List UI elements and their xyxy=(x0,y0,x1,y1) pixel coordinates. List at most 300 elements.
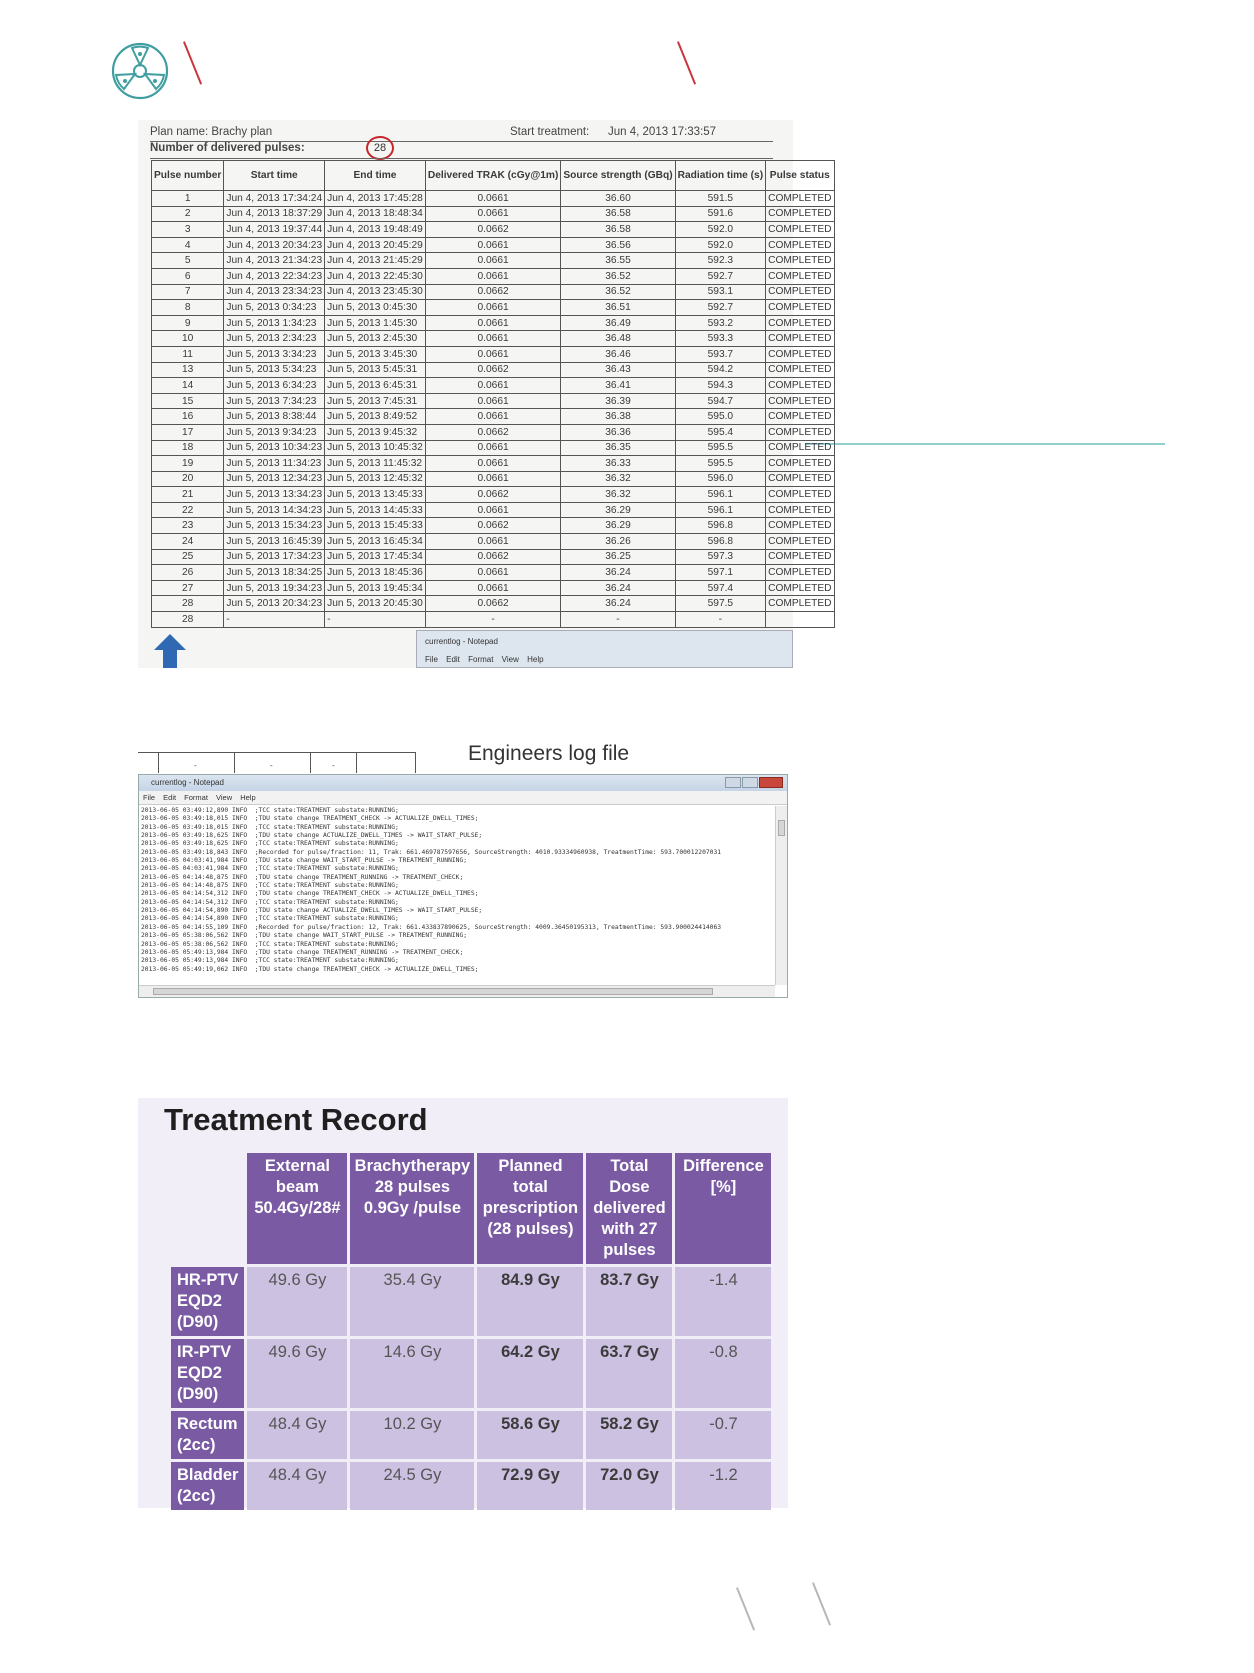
table-cell: Jun 5, 2013 14:45:33 xyxy=(325,502,426,518)
notepad-strip-title: currentlog - Notepad xyxy=(425,637,498,646)
table-cell: 15 xyxy=(152,393,224,409)
table-cell: Jun 5, 2013 13:34:23 xyxy=(224,487,325,503)
table-cell: 0.0661 xyxy=(425,580,561,596)
table-row xyxy=(152,331,835,347)
table-cell: COMPLETED xyxy=(766,300,834,316)
table-cell: 592.3 xyxy=(675,253,765,269)
log-line: 2013-06-05 04:14:54,312 INFO ;TCC state:TREATMENT substate:RUNNING; xyxy=(141,898,399,906)
table-cell: 0.0662 xyxy=(425,487,561,503)
table-cell: Jun 4, 2013 18:37:29 xyxy=(224,206,325,222)
table-cell: Jun 5, 2013 7:34:23 xyxy=(224,393,325,409)
table-cell: 594.3 xyxy=(675,378,765,394)
table-cell: 14 xyxy=(152,378,224,394)
table-cell: 596.8 xyxy=(675,518,765,534)
table-cell: 0.0661 xyxy=(425,346,561,362)
table-cell: 21 xyxy=(152,487,224,503)
table-cell: 36.33 xyxy=(561,456,675,472)
record-cell: 72.9 Gy xyxy=(477,1462,583,1510)
table-cell: Jun 5, 2013 10:45:32 xyxy=(325,440,426,456)
notepad-window xyxy=(138,774,788,998)
table-cell: COMPLETED xyxy=(766,565,834,581)
table-cell: 36.38 xyxy=(561,409,675,425)
notepad-strip-menu: File Edit Format View Help xyxy=(425,655,544,664)
table-cell: 36.58 xyxy=(561,206,675,222)
table-cell: Jun 5, 2013 15:34:23 xyxy=(224,518,325,534)
table-cell: 596.0 xyxy=(675,471,765,487)
table-cell: COMPLETED xyxy=(766,487,834,503)
table-row xyxy=(152,612,835,628)
table-row xyxy=(152,534,835,550)
column-header: Source strength (GBq) xyxy=(561,161,675,191)
log-line: 2013-06-05 03:49:18,015 INFO ;TCC state:TREATMENT substate:RUNNING; xyxy=(141,823,399,831)
footer-slash-decoration xyxy=(812,1582,831,1625)
record-cell: -1.4 xyxy=(675,1267,771,1336)
table-cell: 36.58 xyxy=(561,222,675,238)
table-cell: 0.0661 xyxy=(425,456,561,472)
log-line: 2013-06-05 04:03:41,984 INFO ;TDU state change WAIT_START_PULSE -> TREATMENT_RUNNING; xyxy=(141,857,468,865)
table-cell: Jun 5, 2013 18:45:36 xyxy=(325,565,426,581)
log-line: 2013-06-05 05:38:06,562 INFO ;TDU state change WAIT_START_PULSE -> TREATMENT_RUNNING; xyxy=(141,932,468,940)
table-cell: Jun 5, 2013 9:45:32 xyxy=(325,424,426,440)
table-cell: Jun 5, 2013 3:45:30 xyxy=(325,346,426,362)
table-cell: COMPLETED xyxy=(766,424,834,440)
table-fragment xyxy=(138,752,416,774)
table-cell: 36.24 xyxy=(561,580,675,596)
table-cell: 0.0661 xyxy=(425,440,561,456)
table-cell: 7 xyxy=(152,284,224,300)
table-cell: 0.0661 xyxy=(425,268,561,284)
table-cell: Jun 4, 2013 19:48:49 xyxy=(325,222,426,238)
fragment-mark: - xyxy=(270,761,273,770)
table-cell: 36.29 xyxy=(561,518,675,534)
table-cell: 36.36 xyxy=(561,424,675,440)
record-cell: 10.2 Gy xyxy=(350,1411,474,1459)
footer-slash-decoration xyxy=(736,1587,755,1630)
column-header: Delivered TRAK (cGy@1m) xyxy=(425,161,561,191)
treatment-record-table xyxy=(168,1150,774,1513)
table-cell: 36.32 xyxy=(561,487,675,503)
table-cell: 36.49 xyxy=(561,315,675,331)
column-header: Total Dose delivered with 27 pulses xyxy=(586,1153,672,1264)
table-cell: 4 xyxy=(152,237,224,253)
table-row xyxy=(152,502,835,518)
table-cell: COMPLETED xyxy=(766,471,834,487)
table-row xyxy=(152,346,835,362)
table-cell: 8 xyxy=(152,300,224,316)
table-cell: 0.0661 xyxy=(425,331,561,347)
table-cell: Jun 5, 2013 0:34:23 xyxy=(224,300,325,316)
table-cell: 597.4 xyxy=(675,580,765,596)
table-row xyxy=(152,393,835,409)
log-text-area[interactable] xyxy=(141,807,773,974)
table-cell: 36.24 xyxy=(561,565,675,581)
table-cell: 26 xyxy=(152,565,224,581)
table-cell: 36.55 xyxy=(561,253,675,269)
log-line: 2013-06-05 05:49:13,984 INFO ;TDU state change TREATMENT_RUNNING -> TREATMENT_CHECK; xyxy=(141,948,464,956)
table-cell: 0.0661 xyxy=(425,409,561,425)
header-slash-decoration xyxy=(677,41,696,84)
log-line: 2013-06-05 04:14:48,875 INFO ;TCC state:TREATMENT substate:RUNNING; xyxy=(141,882,399,890)
table-cell: Jun 5, 2013 11:34:23 xyxy=(224,456,325,472)
table-cell: COMPLETED xyxy=(766,518,834,534)
table-cell: Jun 4, 2013 22:34:23 xyxy=(224,268,325,284)
table-cell: Jun 5, 2013 5:34:23 xyxy=(224,362,325,378)
table-cell: Jun 4, 2013 21:45:29 xyxy=(325,253,426,269)
table-cell: 16 xyxy=(152,409,224,425)
table-cell: 592.0 xyxy=(675,237,765,253)
table-cell: COMPLETED xyxy=(766,534,834,550)
table-cell: 2 xyxy=(152,206,224,222)
table-cell: Jun 4, 2013 23:45:30 xyxy=(325,284,426,300)
table-cell: COMPLETED xyxy=(766,362,834,378)
close-icon[interactable] xyxy=(759,777,783,788)
table-cell: 13 xyxy=(152,362,224,378)
table-row xyxy=(152,222,835,238)
table-cell: 0.0662 xyxy=(425,362,561,378)
header-slash-decoration xyxy=(183,41,202,84)
table-cell: 3 xyxy=(152,222,224,238)
record-cell: 49.6 Gy xyxy=(247,1267,347,1336)
table-cell: 0.0662 xyxy=(425,284,561,300)
row-header: Bladder (2cc) xyxy=(171,1462,244,1510)
table-row xyxy=(152,315,835,331)
start-treatment-label: Start treatment: xyxy=(510,126,590,138)
table-cell: Jun 5, 2013 6:45:31 xyxy=(325,378,426,394)
table-cell: 36.46 xyxy=(561,346,675,362)
side-divider xyxy=(805,443,1165,445)
table-cell: - xyxy=(675,612,765,628)
table-row xyxy=(152,268,835,284)
table-row xyxy=(152,487,835,503)
table-cell: 596.1 xyxy=(675,502,765,518)
table-row xyxy=(152,191,835,207)
column-header: External beam 50.4Gy/28# xyxy=(247,1153,347,1264)
table-cell: 36.41 xyxy=(561,378,675,394)
record-cell: 48.4 Gy xyxy=(247,1462,347,1510)
table-row xyxy=(152,440,835,456)
fragment-mark: - xyxy=(332,761,335,770)
table-cell: 36.32 xyxy=(561,471,675,487)
pulse-log-scan xyxy=(138,120,832,668)
column-header: Radiation time (s) xyxy=(675,161,765,191)
table-cell: COMPLETED xyxy=(766,284,834,300)
table-cell: - xyxy=(425,612,561,628)
table-cell: 0.0661 xyxy=(425,471,561,487)
table-cell: Jun 5, 2013 6:34:23 xyxy=(224,378,325,394)
maximize-icon[interactable] xyxy=(742,777,758,788)
table-cell: 594.7 xyxy=(675,393,765,409)
log-line: 2013-06-05 04:03:41,984 INFO ;TCC state:TREATMENT substate:RUNNING; xyxy=(141,865,399,873)
table-cell: 597.5 xyxy=(675,596,765,612)
delivered-pulses-label: Number of delivered pulses: xyxy=(150,142,305,154)
table-cell: COMPLETED xyxy=(766,191,834,207)
table-cell: Jun 5, 2013 5:45:31 xyxy=(325,362,426,378)
table-cell: 0.0661 xyxy=(425,253,561,269)
table-cell: 592.7 xyxy=(675,268,765,284)
column-header: Difference [%] xyxy=(675,1153,771,1264)
table-cell: COMPLETED xyxy=(766,409,834,425)
table-cell: Jun 4, 2013 19:37:44 xyxy=(224,222,325,238)
notepad-title: currentlog - Notepad xyxy=(151,778,224,787)
pulse-table-header xyxy=(152,161,835,191)
record-row xyxy=(171,1411,771,1459)
table-cell: 0.0661 xyxy=(425,534,561,550)
record-cell: 35.4 Gy xyxy=(350,1267,474,1336)
table-cell: COMPLETED xyxy=(766,315,834,331)
table-cell: Jun 5, 2013 14:34:23 xyxy=(224,502,325,518)
table-cell: 595.4 xyxy=(675,424,765,440)
table-cell: 36.35 xyxy=(561,440,675,456)
table-cell: Jun 5, 2013 16:45:39 xyxy=(224,534,325,550)
table-cell: 596.1 xyxy=(675,487,765,503)
table-cell: COMPLETED xyxy=(766,253,834,269)
table-cell: 0.0662 xyxy=(425,518,561,534)
table-cell: Jun 4, 2013 23:34:23 xyxy=(224,284,325,300)
record-cell: 83.7 Gy xyxy=(586,1267,672,1336)
radiation-trefoil-icon xyxy=(110,40,170,102)
table-cell: Jun 4, 2013 21:34:23 xyxy=(224,253,325,269)
table-cell: 11 xyxy=(152,346,224,362)
table-cell: Jun 5, 2013 2:45:30 xyxy=(325,331,426,347)
record-cell: 48.4 Gy xyxy=(247,1411,347,1459)
record-cell: -0.8 xyxy=(675,1339,771,1408)
table-cell: 593.2 xyxy=(675,315,765,331)
record-header-row xyxy=(171,1153,771,1264)
table-cell: 0.0661 xyxy=(425,237,561,253)
row-header: HR-PTV EQD2 (D90) xyxy=(171,1267,244,1336)
table-cell: 36.48 xyxy=(561,331,675,347)
table-cell: 20 xyxy=(152,471,224,487)
table-cell: Jun 5, 2013 19:45:34 xyxy=(325,580,426,596)
start-treatment-value: Jun 4, 2013 17:33:57 xyxy=(608,126,717,138)
table-cell: 18 xyxy=(152,440,224,456)
table-cell: - xyxy=(325,612,426,628)
table-cell: COMPLETED xyxy=(766,456,834,472)
record-cell: 49.6 Gy xyxy=(247,1339,347,1408)
corner-cell xyxy=(171,1153,244,1264)
record-row xyxy=(171,1339,771,1408)
table-cell: Jun 5, 2013 8:49:52 xyxy=(325,409,426,425)
table-cell: 595.5 xyxy=(675,456,765,472)
table-cell: 591.6 xyxy=(675,206,765,222)
table-row xyxy=(152,471,835,487)
record-cell: -0.7 xyxy=(675,1411,771,1459)
table-cell: 23 xyxy=(152,518,224,534)
table-cell: 594.2 xyxy=(675,362,765,378)
log-caption: Engineers log file xyxy=(468,742,630,765)
record-cell: 14.6 Gy xyxy=(350,1339,474,1408)
record-row xyxy=(171,1462,771,1510)
table-cell: 0.0661 xyxy=(425,315,561,331)
table-cell: 597.3 xyxy=(675,549,765,565)
table-row xyxy=(152,206,835,222)
table-cell: Jun 5, 2013 12:34:23 xyxy=(224,471,325,487)
table-cell: 9 xyxy=(152,315,224,331)
table-cell: 36.29 xyxy=(561,502,675,518)
table-row xyxy=(152,409,835,425)
table-cell: 592.0 xyxy=(675,222,765,238)
plan-name: Plan name: Brachy plan xyxy=(150,126,273,138)
table-cell: 22 xyxy=(152,502,224,518)
table-cell: Jun 5, 2013 13:45:33 xyxy=(325,487,426,503)
table-cell: Jun 5, 2013 19:34:23 xyxy=(224,580,325,596)
row-header: Rectum (2cc) xyxy=(171,1411,244,1459)
table-cell: 36.52 xyxy=(561,284,675,300)
table-cell: Jun 5, 2013 12:45:32 xyxy=(325,471,426,487)
table-cell: 36.26 xyxy=(561,534,675,550)
log-line: 2013-06-05 03:49:12,890 INFO ;TCC state:TREATMENT substate:RUNNING; xyxy=(141,807,399,814)
table-cell: Jun 5, 2013 7:45:31 xyxy=(325,393,426,409)
table-cell: - xyxy=(561,612,675,628)
table-cell: 593.7 xyxy=(675,346,765,362)
table-cell: COMPLETED xyxy=(766,206,834,222)
record-cell: 24.5 Gy xyxy=(350,1462,474,1510)
table-cell: - xyxy=(224,612,325,628)
table-row xyxy=(152,253,835,269)
table-cell: 0.0662 xyxy=(425,222,561,238)
table-cell: COMPLETED xyxy=(766,378,834,394)
table-cell: 0.0662 xyxy=(425,596,561,612)
table-cell: 0.0661 xyxy=(425,565,561,581)
vertical-scrollbar[interactable] xyxy=(775,806,787,985)
table-cell: 1 xyxy=(152,191,224,207)
record-cell: 84.9 Gy xyxy=(477,1267,583,1336)
column-header: Pulse status xyxy=(766,161,834,191)
table-cell: Jun 5, 2013 17:45:34 xyxy=(325,549,426,565)
log-line: 2013-06-05 05:49:19,062 INFO ;TDU state change TREATMENT_CHECK -> ACTUALIZE_DWELL_TIMES; xyxy=(141,965,479,973)
table-cell: Jun 5, 2013 18:34:25 xyxy=(224,565,325,581)
table-cell: Jun 5, 2013 10:34:23 xyxy=(224,440,325,456)
notepad-titlebar xyxy=(139,775,787,791)
table-cell: 36.39 xyxy=(561,393,675,409)
table-cell: 593.3 xyxy=(675,331,765,347)
column-header: Planned total prescription (28 pulses) xyxy=(477,1153,583,1264)
table-cell xyxy=(766,612,834,628)
table-cell: 0.0662 xyxy=(425,424,561,440)
table-cell: 28 xyxy=(152,596,224,612)
table-cell: COMPLETED xyxy=(766,596,834,612)
table-cell: COMPLETED xyxy=(766,393,834,409)
table-cell: Jun 4, 2013 22:45:30 xyxy=(325,268,426,284)
table-cell: Jun 4, 2013 17:45:28 xyxy=(325,191,426,207)
table-row xyxy=(152,549,835,565)
table-cell: Jun 5, 2013 3:34:23 xyxy=(224,346,325,362)
table-cell: Jun 5, 2013 1:45:30 xyxy=(325,315,426,331)
record-cell: -1.2 xyxy=(675,1462,771,1510)
treatment-record xyxy=(138,1098,788,1508)
table-cell: 36.43 xyxy=(561,362,675,378)
table-cell: 28 xyxy=(152,612,224,628)
table-cell: 593.1 xyxy=(675,284,765,300)
log-line: 2013-06-05 04:14:54,312 INFO ;TDU state change TREATMENT_CHECK -> ACTUALIZE_DWELL_TIMES; xyxy=(141,890,479,898)
log-line: 2013-06-05 03:49:18,625 INFO ;TDU state change ACTUALIZE_DWELL_TIMES -> WAIT_START_PULSE; xyxy=(141,832,483,840)
table-cell: Jun 5, 2013 16:45:34 xyxy=(325,534,426,550)
record-cell: 72.0 Gy xyxy=(586,1462,672,1510)
fragment-mark: - xyxy=(194,761,197,770)
record-row xyxy=(171,1267,771,1336)
table-cell: COMPLETED xyxy=(766,222,834,238)
table-cell: Jun 5, 2013 8:38:44 xyxy=(224,409,325,425)
table-cell: 0.0661 xyxy=(425,393,561,409)
table-row xyxy=(152,284,835,300)
log-line: 2013-06-05 04:14:54,890 INFO ;TDU state change ACTUALIZE_DWELL_TIMES -> WAIT_START_PULSE; xyxy=(141,907,483,915)
column-header: Brachytherapy 28 pulses 0.9Gy /pulse xyxy=(350,1153,474,1264)
table-cell: COMPLETED xyxy=(766,346,834,362)
table-cell: Jun 5, 2013 9:34:23 xyxy=(224,424,325,440)
table-row xyxy=(152,580,835,596)
record-cell: 63.7 Gy xyxy=(586,1339,672,1408)
table-cell: Jun 4, 2013 20:45:29 xyxy=(325,237,426,253)
table-cell: 0.0661 xyxy=(425,206,561,222)
log-line: 2013-06-05 05:38:06,562 INFO ;TCC state:TREATMENT substate:RUNNING; xyxy=(141,940,399,948)
table-row xyxy=(152,300,835,316)
table-cell: 24 xyxy=(152,534,224,550)
table-row xyxy=(152,596,835,612)
column-header: Pulse number xyxy=(152,161,224,191)
log-line: 2013-06-05 04:14:54,890 INFO ;TCC state:TREATMENT substate:RUNNING; xyxy=(141,915,399,923)
table-cell: Jun 5, 2013 2:34:23 xyxy=(224,331,325,347)
table-cell: 592.7 xyxy=(675,300,765,316)
table-cell: Jun 5, 2013 11:45:32 xyxy=(325,456,426,472)
minimize-icon[interactable] xyxy=(725,777,741,788)
table-cell: 591.5 xyxy=(675,191,765,207)
table-cell: 596.8 xyxy=(675,534,765,550)
record-title: Treatment Record xyxy=(164,1102,428,1137)
table-cell: Jun 4, 2013 18:48:34 xyxy=(325,206,426,222)
table-cell: 25 xyxy=(152,549,224,565)
table-row xyxy=(152,456,835,472)
table-cell: 36.24 xyxy=(561,596,675,612)
table-cell: Jun 4, 2013 17:34:24 xyxy=(224,191,325,207)
log-line: 2013-06-05 03:49:18,843 INFO ;Recorded for pulse/fraction: 11, Trak: 661.469787597656, SourceStrength: 4010.93334960938, TreatmentTime: 593.700012207031 xyxy=(141,848,722,856)
log-line: 2013-06-05 03:49:18,015 INFO ;TDU state change TREATMENT_CHECK -> ACTUALIZE_DWELL_TIMES; xyxy=(141,815,479,823)
horizontal-scrollbar[interactable] xyxy=(139,985,775,997)
log-line: 2013-06-05 05:49:13,984 INFO ;TCC state:TREATMENT substate:RUNNING; xyxy=(141,957,399,965)
pulse-table xyxy=(151,160,835,628)
table-row xyxy=(152,518,835,534)
column-header: Start time xyxy=(224,161,325,191)
table-cell: Jun 5, 2013 15:45:33 xyxy=(325,518,426,534)
table-cell: 10 xyxy=(152,331,224,347)
table-row xyxy=(152,378,835,394)
table-cell: Jun 5, 2013 20:34:23 xyxy=(224,596,325,612)
notepad-taskbar-strip xyxy=(416,630,793,668)
row-header: IR-PTV EQD2 (D90) xyxy=(171,1339,244,1408)
table-cell: 27 xyxy=(152,580,224,596)
table-cell: 36.60 xyxy=(561,191,675,207)
table-cell: 0.0661 xyxy=(425,378,561,394)
log-line: 2013-06-05 04:14:55,109 INFO ;Recorded for pulse/fraction: 12, Trak: 661.433837890625, SourceStrength: 4009.36450195313, TreatmentTime: 593.900024414063 xyxy=(141,923,722,931)
table-cell: 17 xyxy=(152,424,224,440)
record-cell: 58.6 Gy xyxy=(477,1411,583,1459)
table-cell: COMPLETED xyxy=(766,331,834,347)
log-line: 2013-06-05 04:14:48,875 INFO ;TDU state change TREATMENT_RUNNING -> TREATMENT_CHECK; xyxy=(141,873,464,881)
record-cell: 64.2 Gy xyxy=(477,1339,583,1408)
delivered-pulses-count: 28 xyxy=(366,136,394,160)
up-arrow-icon xyxy=(152,632,188,668)
table-cell: 0.0661 xyxy=(425,191,561,207)
table-cell: 0.0661 xyxy=(425,502,561,518)
record-cell: 58.2 Gy xyxy=(586,1411,672,1459)
table-cell: 0.0662 xyxy=(425,549,561,565)
table-cell: Jun 5, 2013 17:34:23 xyxy=(224,549,325,565)
table-cell: Jun 4, 2013 20:34:23 xyxy=(224,237,325,253)
table-cell: Jun 5, 2013 1:34:23 xyxy=(224,315,325,331)
table-cell: 5 xyxy=(152,253,224,269)
table-cell: 0.0661 xyxy=(425,300,561,316)
table-cell: COMPLETED xyxy=(766,549,834,565)
notepad-menu-bar[interactable]: File Edit Format View Help xyxy=(139,791,787,805)
